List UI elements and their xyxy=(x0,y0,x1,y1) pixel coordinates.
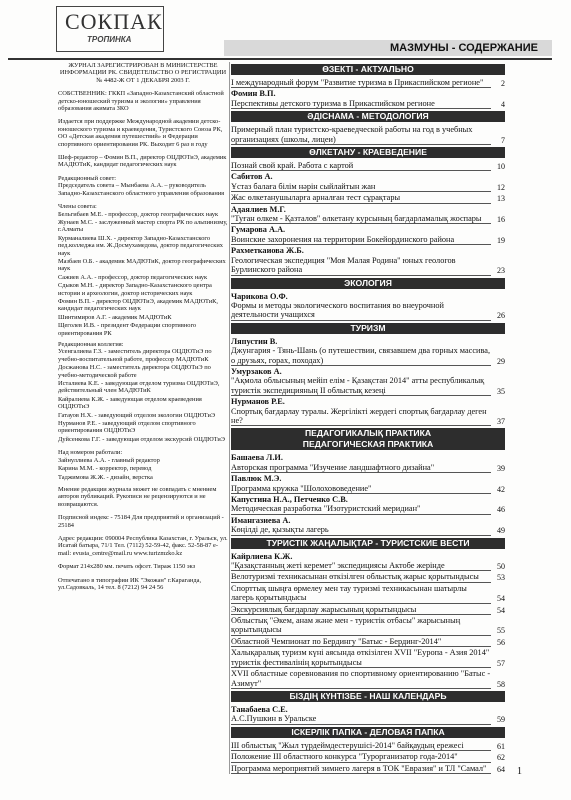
college-member: Усенгалиева Г.З. - заместитель директора ОЦДЮТиЭ по учебно-воспитательной работе, профессор МАДЮТиК xyxy=(58,348,212,363)
entry-page: 46 xyxy=(497,505,505,515)
registration-text: ЖУРНАЛ ЗАРЕГИСТРИРОВАН В МИНИСТЕРСТВЕ ИНФОРМАЦИИ РК. СВИДЕТЕЛЬСТВО О РЕГИСТРАЦИИ № 4482-Ж ОТ 1 ДЕКАБРЯ 2003 Г. xyxy=(59,62,227,84)
entry-title: "Қазақстанның жеті керемет" экспедициясы Актобе жерінде xyxy=(231,561,491,571)
section-header: БІЗДІҢ КҮНТІЗБЕ - НАШ КАЛЕНДАРЬ xyxy=(231,691,505,702)
board-member: Жунаев М.С. - заслуженный мастер спорта РК по альпинизму, г.Алматы xyxy=(58,218,228,234)
toc-entry[interactable] xyxy=(231,337,505,366)
entry-author: Капустина Н.А., Петченко С.В. xyxy=(231,495,348,504)
section-header: ТУРИЗМ xyxy=(231,323,505,334)
entry-title: Методическая разработка "Изотуристский меридиан" xyxy=(231,504,491,514)
board-member: Мазбаев О.Б. - академик МАДЮТиК, доктор географических наук xyxy=(58,257,226,273)
entry-title: "Туған өлкем - Қазталов" өлкетану курсының бағдарламалық жоспары xyxy=(231,214,491,224)
toc-entry[interactable] xyxy=(231,584,505,604)
format-text: Формат 214х280 мм. печать офсет. Тираж 1150 экз xyxy=(58,563,196,571)
entry-page: 42 xyxy=(497,484,505,494)
college-member: Исталиева К.Е. - заведующая отделом туризма ОЦДЮТиЭ, действительный член МАДЮТиК xyxy=(58,380,220,395)
toc-entry[interactable] xyxy=(231,89,505,109)
entry-page: 54 xyxy=(497,594,505,604)
entry-title: I международный форум "Развитие туризма в Прикаспийском регионе" xyxy=(231,78,491,88)
entry-page: 49 xyxy=(497,526,505,536)
entry-title: Областной Чемпионат по Бердингу "Батыс - Бердинг-2014" xyxy=(231,637,491,647)
toc-entry[interactable] xyxy=(231,78,505,88)
entry-page: 57 xyxy=(497,658,505,668)
board-member: Бельгибаев М.Е. - профессор, доктор географических наук xyxy=(58,210,219,218)
entry-author: Имангазиева А. xyxy=(231,515,291,525)
entry-title: III облыстық "Жыл түрдеймдестерушісі-2014" байқаудың ережесі xyxy=(231,741,491,751)
entry-title: Формы и методы экологического воспитания во внеурочной деятельности учащихся xyxy=(231,301,491,321)
entry-page: 13 xyxy=(497,194,505,204)
entry-title: Спортық бағдарлау туралы. Жергілікті жердегі спортық бағдарлау деген не? xyxy=(231,407,491,427)
toc-entry[interactable] xyxy=(231,161,505,171)
toc-entry[interactable] xyxy=(231,495,505,515)
entry-author: Чарикова О.Ф. xyxy=(231,291,288,301)
toc-entry[interactable] xyxy=(231,225,505,245)
entry-author: Кайрлиева К.Ж. xyxy=(231,551,293,561)
entry-page: 4 xyxy=(501,99,505,109)
toc-entry[interactable] xyxy=(231,764,505,774)
page-number: 1 xyxy=(517,766,522,777)
entry-page: 29 xyxy=(497,356,505,366)
members-title: Члены совета: xyxy=(58,203,97,211)
staff-member: Зайнуллиева А.А. - главный редактор xyxy=(58,456,160,464)
printer-text: Отпечатано в типографии ИК "Экожан" г.Караганда, ул.Садовкаль, 14 тел. 8 (7212) 94 24 56 xyxy=(58,576,202,591)
entry-title: Халықаралық туризм күні аясында өткізілген XVII "Еуропа - Азия 2014" туристік фестивалінің қорытындысы xyxy=(231,648,490,667)
table-of-contents xyxy=(231,62,505,775)
toc-entry[interactable] xyxy=(231,205,505,225)
staff-list xyxy=(58,457,228,481)
board-title: Редакционный совет: xyxy=(58,174,117,182)
entry-title: Спорттық шыңға өрмелеу мен тау туризмі техникасынан шатырлы лагерь қорытындысы xyxy=(231,584,491,604)
entry-title: А.С.Пушкин в Уральске xyxy=(231,714,491,724)
section-header: ІСКЕРЛІК ПАПКА - ДЕЛОВАЯ ПАПКА xyxy=(231,727,505,738)
entry-title: Положение III областного конкурса "Турорганизатор года-2014" xyxy=(231,752,491,762)
entry-page: 23 xyxy=(497,266,505,276)
entry-page: 16 xyxy=(497,215,505,225)
toc-entry[interactable] xyxy=(231,367,505,396)
entry-page: 64 xyxy=(497,764,505,774)
toc-entry[interactable] xyxy=(231,741,505,751)
toc-entry[interactable] xyxy=(231,752,505,762)
support-text: Издается при поддержке Международной академии детско-юношеского туризма и краеведения, Туристского Союза РК, ОО «Детская академия путешествий» и Федерации спортивного ориентирования РК. Выходит 6 раз в году xyxy=(58,118,223,148)
toc-entry[interactable] xyxy=(231,397,505,426)
header-rule xyxy=(8,58,552,60)
entry-title: Программа мероприятий зимнего лагеря в ТОК "Евразия" и ТЛ "Самал" xyxy=(231,764,491,774)
toc-entry[interactable] xyxy=(231,292,505,321)
toc-entry[interactable] xyxy=(231,705,505,725)
entry-page: 59 xyxy=(497,715,505,725)
college-title: Редакционная коллегия: xyxy=(58,341,124,348)
section-header-line: ПЕДАГОГИКАЛЫҚ ПРАКТИКА xyxy=(304,428,432,439)
contents-header xyxy=(224,40,552,56)
entry-author: Ляпустин В. xyxy=(231,336,278,346)
entry-author: Танабаева С.Е. xyxy=(231,704,288,714)
entry-page: 55 xyxy=(497,626,505,636)
entry-title: Көңілді де, қызықты лагерь xyxy=(231,525,491,535)
section-header: ӨЛКЕТАНУ - КРАЕВЕДЕНИЕ xyxy=(231,147,505,158)
board-member: Сажиев А.А. - профессор, доктор педагогических наук xyxy=(58,273,208,281)
entry-author: Умурзаков А. xyxy=(231,366,282,376)
entry-title: Программа кружка "Шолохововедение" xyxy=(231,484,491,494)
entry-title: "Ақмола облысының мейіп елім - Қазақстан 2014" атты республикалық туристік экспедицияның II облыстық кезеңі xyxy=(231,376,491,396)
entry-page: 2 xyxy=(501,79,505,88)
board-member: Шинтимиров А.Г. - академик МАДЮТиК xyxy=(58,313,172,321)
entry-page: 10 xyxy=(497,162,505,172)
entry-page: 56 xyxy=(497,637,505,647)
college-member: Кайралиева К.Ж. - заведующая отделом краеведения ОЦДЮТиЭ xyxy=(58,395,202,411)
staff-title: Над номером работали: xyxy=(58,449,123,457)
entry-page: 39 xyxy=(497,463,505,473)
board-member: Сдыков М.Н. - директор Западно-Казахстанского центра истории и археологии, доктор исторических наук xyxy=(58,282,212,297)
section-header: ӘДІСНАМА - МЕТОДОЛОГИЯ xyxy=(231,111,505,122)
toc-entry[interactable] xyxy=(231,669,505,689)
toc-entry[interactable] xyxy=(231,637,505,647)
entry-author: Башаева Л.И. xyxy=(231,453,283,463)
entry-author: Рахметкаиова Ж.Б. xyxy=(231,246,304,256)
chief-editor-text: Шеф-редактор – Фомин В.П., директор ОЦДЮТиЭ, академик МАДЮТиК, кандидат педагогических наук xyxy=(58,154,227,169)
entry-page: 12 xyxy=(497,182,505,192)
college-member: Гатауов Н.Х. - заведующий отделом экологии ОЦДЮТиЭ xyxy=(58,411,216,419)
entry-title: XVII областные соревнования по спортивному ориентированию "Батыс - Азимут" xyxy=(231,669,491,688)
toc-entry[interactable] xyxy=(231,516,505,536)
section-header: ТУРИСТІК ЖАҢАЛЫҚТАР - ТУРИСТСКИЕ ВЕСТИ xyxy=(231,538,505,549)
section-header-line: ПЕДАГОГИЧЕСКАЯ ПРАКТИКА xyxy=(302,439,434,450)
toc-entry[interactable] xyxy=(231,616,505,636)
column-divider xyxy=(229,62,230,774)
toc-entry[interactable] xyxy=(231,572,505,582)
disclaimer-text: Мнение редакции журнала может не совпадать с мнением авторов публикаций. Рукописи не рецензируются и не возвращаются. xyxy=(58,485,217,508)
toc-entry[interactable] xyxy=(231,246,505,275)
staff-member: Таджимова Ж.Ж. - дизайн, верстка xyxy=(58,473,153,481)
contents-title: МАЗМУНЫ - СОДЕРЖАНИЕ xyxy=(389,42,538,54)
entry-title: Познай свой край. Работа с картой xyxy=(231,161,491,171)
staff-member: Карина М.М. - корректор, перевод xyxy=(58,465,152,473)
members-list xyxy=(58,211,228,338)
section-header: ЭКОЛОГИЯ xyxy=(231,278,505,289)
entry-title: Джунгария - Тянь-Шань (о путешествии, связавшем два горных массива, о друзьях, горах, походах) xyxy=(231,346,491,365)
entry-page: 50 xyxy=(497,562,505,572)
entry-title: Перспективы детского туризма в Прикаспийском регионе xyxy=(231,99,491,109)
board-chair: Председатель совета – Мынбаева А.А. – руководитель Западно-Казахстанского областного управления образования xyxy=(58,182,225,197)
entry-page: 58 xyxy=(497,679,505,689)
college-member: Досжанова Н.С. - заместитель директора ОЦДЮТиЭ по учебно-методической работе xyxy=(58,364,211,379)
entry-author: Фомин В.П. xyxy=(231,89,276,99)
entry-title: Ұстаз балаға білім нәрін сыйлайтын жан xyxy=(231,182,491,192)
toc-entry[interactable] xyxy=(231,193,505,203)
imprint-column xyxy=(58,62,228,597)
toc-entry[interactable] xyxy=(231,474,505,494)
board-member: Курманалиева Ш.Х. - директор Западно-Казахстанского пед.колледжа им. Ж.Досмухамедова, доктор педагогических наук xyxy=(58,234,223,257)
toc-entry[interactable] xyxy=(231,552,505,572)
college-member: Нурманов Р.Е. - заведующий отделом спортивного ориентирования ОЦДЮТиЭ xyxy=(58,420,196,435)
toc-entry[interactable] xyxy=(231,125,505,145)
entry-author: Адаялиев М.Г. xyxy=(231,204,286,214)
logo-title: СОКПАК xyxy=(65,9,163,34)
entry-title: Примерный план туристско-краеведческой работы на год в учебных организациях (школы, лицеи) xyxy=(231,125,491,145)
toc-entry[interactable] xyxy=(231,172,505,192)
entry-page: 37 xyxy=(497,416,505,426)
entry-page: 35 xyxy=(497,386,505,396)
toc-entry[interactable] xyxy=(231,453,505,473)
entry-author: Гумарова А.А. xyxy=(231,225,286,235)
address-text: Адрес редакции: 090004 Республика Казахстан, г. Уральск, ул. Исатай батыра, 71/1 Тел. (7112) 52-59-42, факс. 52-58-87 e-mail: evusta_centre@mail.ru www.turizmzko.kz xyxy=(58,534,228,557)
entry-page: 54 xyxy=(497,605,505,615)
entry-page: 26 xyxy=(497,311,505,321)
toc-entry[interactable] xyxy=(231,605,505,615)
entry-title: Геологическая экспедиция "Моя Малая Родина" юных геологов Бурлинского района xyxy=(231,256,491,276)
entry-author: Нурманов Р.Е. xyxy=(231,397,285,407)
section-header: ӨЗЕКТІ - АКТУАЛЬНО xyxy=(231,64,505,75)
entry-page: 53 xyxy=(497,573,505,583)
owner-text: СОБСТВЕННИК: ГККП «Западно-Казахстанский областной детско-юношеский туризма и экологии» управления образования акимата ЗКО xyxy=(58,90,224,113)
entry-author: Сабитов А. xyxy=(231,172,273,182)
entry-title: Воинские захоронения на территории Бокейординского района xyxy=(231,235,491,245)
logo-subtitle: ТРОПИНКА xyxy=(87,35,132,44)
college-member: Дуйсенкова Г.Г. - заведующая отделом экскурсий ОЦДЮТиЭ xyxy=(58,435,225,443)
entry-page: 61 xyxy=(497,741,505,751)
entry-page: 62 xyxy=(497,753,505,763)
board-member: Фомин В.П. - директор ОЦДЮТиЭ, академик МАДЮТиК, кандидат педагогических наук xyxy=(58,297,219,313)
college-list xyxy=(58,348,228,443)
toc-entry[interactable] xyxy=(231,648,505,668)
entry-title: Велотуризмі техникасынан өткізілген облыстық жарыс қорытындысы xyxy=(231,572,491,582)
board-member: Щеголев И.В. - президент Федерации спортивного ориентирования РК xyxy=(58,322,197,337)
entry-page: 19 xyxy=(497,235,505,245)
entry-title: Жас өлкетанушыларға арналған тест сұрақтары xyxy=(231,193,491,203)
section-header xyxy=(231,428,505,450)
entry-author: Павлюк М.Э. xyxy=(231,474,282,484)
entry-title: Авторская программа "Изучение ландшафтного дизайна" xyxy=(231,463,491,473)
subscription-text: Подписной индекс - 75184 Для предприятий и организаций - 25184 xyxy=(58,514,224,529)
entry-title: Экскурсиялық бағдарлау жарысының қорытындысы xyxy=(231,605,491,615)
entry-page: 7 xyxy=(501,135,505,145)
entry-title: Облыстық "Әкем, анам және мен - туристік отбасы" жарысының қорытындысы xyxy=(231,616,491,636)
magazine-logo xyxy=(56,6,164,52)
